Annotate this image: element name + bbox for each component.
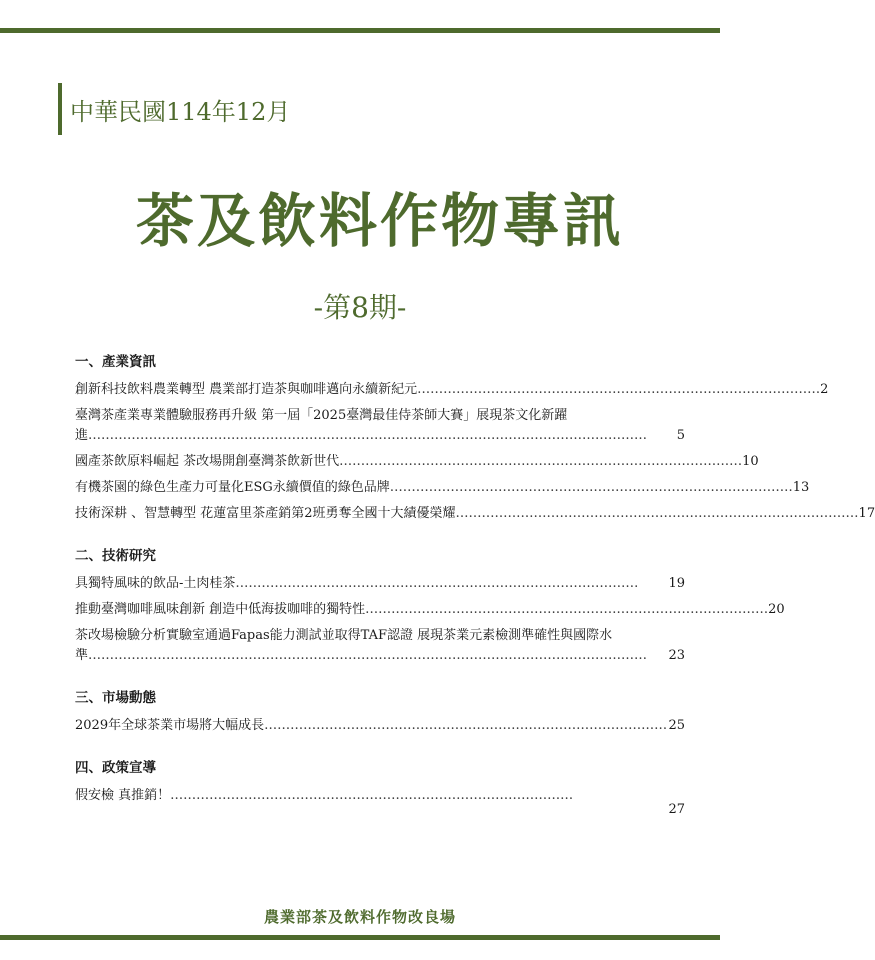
toc-section-policy [75, 758, 685, 817]
toc-entry-title: 推動臺灣咖啡風味創新 創造中低海拔咖啡的獨特性 [75, 602, 366, 617]
toc-entry-title: 有機茶園的綠色生產力可量化ESG永續價值的綠色品牌 [75, 480, 390, 495]
toc-entry-title: 具獨特風味的飲品-土肉桂茶 [75, 576, 236, 591]
toc-entry-page: 25 [668, 718, 685, 733]
toc-entry[interactable] [75, 452, 759, 472]
dot-leader: ………………………………………………………………………………… [170, 788, 574, 803]
toc-entry-page: 13 [792, 480, 810, 495]
publication-title: 茶及飲料作物專訊 [135, 187, 624, 255]
toc-entry-title: 創新科技飲料農業轉型 農業部打造茶與咖啡邁向永續新紀元 [75, 382, 418, 397]
toc-entry[interactable] [75, 380, 829, 400]
toc-entry-title: 茶改場檢驗分析實驗室通過Fapas能力測試並取得TAF認證 展現茶業元素檢測準確性與國際水準 [75, 628, 613, 663]
toc-entry-title: 國產茶飲原料崛起 茶改場開創臺灣茶飲新世代 [75, 454, 340, 469]
toc-section-industry [75, 352, 875, 524]
dot-leader: ………………………………………………………………………………… [455, 506, 859, 521]
dot-leader: ………………………………………………………………………………… [389, 480, 793, 495]
dot-leader: ………………………………………………………………………………… [365, 602, 769, 617]
toc-entry-page: 2 [820, 382, 829, 397]
publisher-footer: 農業部茶及飲料作物改良場 [263, 908, 456, 926]
toc-entry[interactable] [75, 626, 685, 666]
toc-entry-title: 2029年全球茶業市場將大幅成長 [75, 718, 265, 733]
toc-entry-page: 20 [768, 602, 785, 617]
dot-leader: ………………………………………………………………………………………………………………… [88, 428, 648, 443]
toc-entry[interactable] [75, 574, 685, 594]
toc-entry-page: 17 [858, 506, 875, 521]
issue-number: -第8期- [313, 291, 407, 324]
dot-leader: ………………………………………………………………………………… [235, 576, 639, 591]
publication-date: 中華民國114年12月 [70, 97, 291, 126]
toc-entry-page: 5 [676, 428, 685, 443]
table-of-contents [75, 352, 875, 828]
date-accent-rule [58, 83, 62, 135]
toc-entry-title: 技術深耕 、智慧轉型 花蓮富里茶產銷第2班勇奪全國十大績優榮耀 [75, 506, 456, 521]
section-heading: 四、政策宣導 [75, 760, 156, 776]
dot-leader: ………………………………………………………………………………… [264, 718, 668, 733]
toc-section-market [75, 688, 685, 736]
dot-leader: ………………………………………………………………………………………………………………… [88, 648, 648, 663]
section-heading: 二、技術研究 [75, 548, 156, 564]
toc-entry-page: 27 [668, 802, 685, 817]
section-heading: 三、市場動態 [75, 690, 156, 706]
toc-entry-page: 10 [742, 454, 759, 469]
date-block [58, 83, 290, 135]
bottom-rule [0, 935, 720, 940]
dot-leader: ………………………………………………………………………………… [417, 382, 821, 397]
top-rule [0, 28, 720, 33]
toc-entry[interactable] [75, 406, 685, 446]
section-heading: 一、產業資訊 [75, 354, 156, 370]
toc-entry[interactable] [75, 504, 875, 524]
toc-section-research [75, 546, 785, 666]
toc-entry[interactable] [75, 478, 810, 498]
toc-entry-page: 19 [668, 576, 685, 591]
toc-entry-title: 臺灣茶產業專業體驗服務再升級 第一屆「2025臺灣最佳侍茶師大賽」展現茶文化新躍進 [75, 408, 568, 443]
toc-entry-page: 23 [668, 648, 685, 663]
toc-entry[interactable] [75, 716, 685, 736]
toc-entry[interactable] [75, 600, 785, 620]
toc-entry[interactable] [75, 786, 685, 817]
dot-leader: ………………………………………………………………………………… [339, 454, 743, 469]
toc-entry-title: 假安檢 真推銷！ [75, 788, 171, 803]
